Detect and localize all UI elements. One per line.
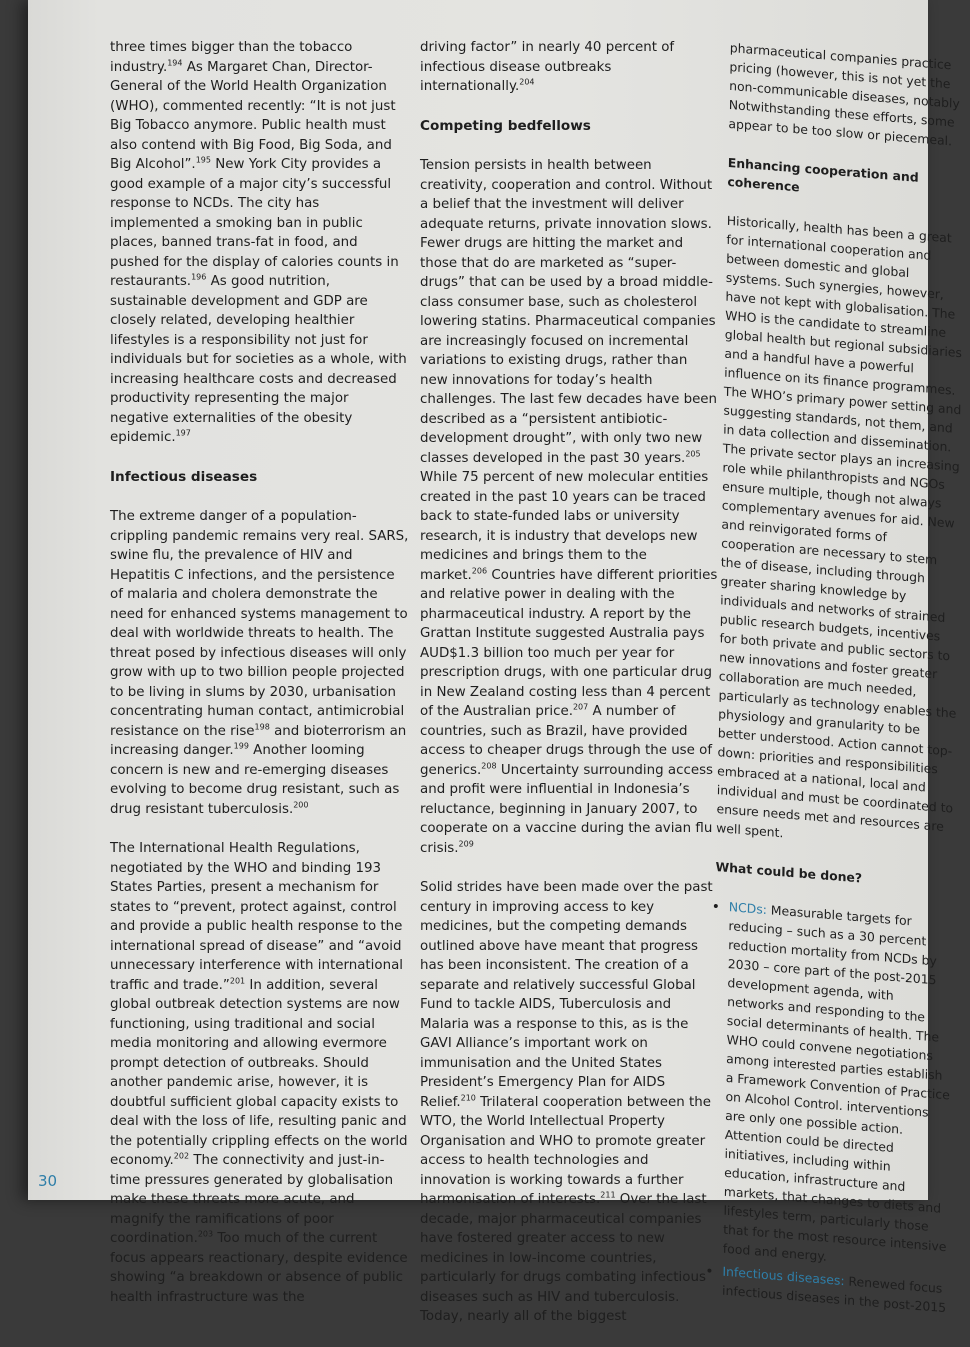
paragraph: The extreme danger of a population-crippling pandemic remains very real. SARS, swine flu, the prevalence of HIV and Hepatitis C infections, and the persistence of malaria and cholera demonstrate the need for enhanced systems management to deal with worldwide threats to health. The threat posed by infectious diseases will only grow with up to two billion people projected to be living in slums by 2030, urbanisation concentrating human contact, antimicrobial resistance on the rise$^{198}$ and bioterrorism an increasing danger.$^{199}$ Another looming concern is new and re-emerging diseases evolving to become drug resistant, such as drug resistant tuberculosis.$^{200}$ bbox=[110, 509, 409, 817]
section-heading-enhancing-cooperation: Enhancing cooperation and coherence bbox=[727, 154, 919, 195]
section-heading-what-could-be-done: What could be done? bbox=[715, 858, 863, 886]
footnote-ref: 204 bbox=[519, 77, 535, 87]
footnote-ref: 210 bbox=[460, 1093, 476, 1103]
footnote-ref: 202 bbox=[173, 1151, 190, 1161]
footnote-ref: 205 bbox=[685, 449, 701, 459]
footnote-ref: 194 bbox=[167, 58, 183, 68]
footnote-ref: 195 bbox=[195, 155, 211, 165]
footnote-ref: 199 bbox=[233, 741, 249, 751]
document-page bbox=[28, 0, 963, 1324]
section-heading-infectious-diseases: Infectious diseases bbox=[110, 468, 258, 485]
paragraph: driving factor” in nearly 40 percent of infectious disease outbreaks internationally.$^{204}$ bbox=[420, 40, 675, 94]
footnote-ref: 200 bbox=[293, 800, 309, 810]
footnote-ref: 203 bbox=[197, 1229, 214, 1239]
footnote-ref: 196 bbox=[191, 272, 207, 282]
footnote-ref: 201 bbox=[229, 976, 246, 986]
footnote-ref: 197 bbox=[175, 428, 191, 438]
paragraph: Solid strides have been made over the past century in improving access to key medicines, but the competing demands outlined above have meant that progress has been inconsistent. The creation of a separate and relatively successful Global Fund to tackle AIDS, Tuberculosis and Malaria was a response to this, as is the GAVI Alliance’s important work on immunisation and the United States President’s Emergency Plan for AIDS Relief.$^{210}$ Trilateral cooperation between the WTO, the World Intellectual Property Organisation and WHO to promote greater access to health technologies and innovation is working towards a further harmonisation of interests.$^{211}$ Over the last decade, major pharmaceutical companies have fostered greater access to new medicines in low-income countries, particularly for drugs combating infectious diseases such as HIV and tuberculosis. Today, nearly all of the biggest bbox=[420, 880, 713, 1324]
page-number: 30 bbox=[38, 1172, 58, 1190]
bullet-label-infectious-diseases: Infectious diseases: bbox=[722, 1263, 845, 1289]
list-item: • NCDs: Measurable targets for reducing – such as a 30 percent reduction mortality from NCDs by 2030 – core part of the post-2015 development agenda, with networks and responding to the social determinants of health. The WHO could convene negotiations among interested parties establish a Framework Convention of Practice on Alcohol Control. interventions are only one possible action. Attention could be directed initiatives, including within education, infrastructure and markets, that changes to diets and lifestyles term, particularly those that for the most resource intensive food and energy. bbox=[723, 897, 955, 1275]
bullet-label-ncds: NCDs: bbox=[728, 899, 768, 918]
section-heading-competing-bedfellows: Competing bedfellows bbox=[420, 117, 591, 134]
paragraph: Historically, health has been a great for international cooperation and between domestic and global systems. Such synergies, however, have not kept with globalisation. The WHO is the candidate to streamline global health but regional subsidiaries and a handful have a powerful influence on its finance programmes. The WHO’s primary power setting and suggesting standards, not them, and in data collection and dissemination. The private sector plays an increasing role while philanthropists and NGOs ensure multiple, though not always complementary avenues for aid. New and reinvigorated forms of cooperation are necessary to stem the of disease, including through greater sharing knowledge by individuals and networks of strained public research budgets, incentives for both private and public sectors to new innovations and foster greater collaboration are much needed, particularly as technology enables the physiology and granularity to be better understood. Action cannot top-down: priorities and responsibilities embraced at a national, local and individual and must be coordinated to ensure needs met and resources are well spent. bbox=[716, 212, 963, 841]
column-left bbox=[110, 38, 410, 1327]
footnote-ref: 209 bbox=[458, 839, 474, 849]
paragraph: Tension persists in health between creativity, cooperation and control. Without a belief that the investment will deliver adequate returns, private innovation slows. Fewer drugs are hitting the market and those that do are marketed as “super-drugs” that can be used by a broad middle-class consumer base, such as cholesterol lowering statins. Pharmaceutical companies are increasingly focused on incremental variations to existing drugs, rather than new innovations for today’s health challenges. The last few decades have been described as a “persistent antibiotic-development drought”, with only two new classes developed in the past 30 years.$^{205}$ While 75 percent of new molecular entities created in the past 10 years can be traced back to state-funded labs or university research, it is industry that develops new medicines and brings them to the market.$^{206}$ Countries have different priorities and relative power in dealing with the pharmaceutical industry. A report by the Grattan Institute suggested Australia pays AUD$1.3 billion too much per year for prescription drugs, with one particular drug in New Zealand costing less than 4 percent of the Australian price.$^{207}$ A number of countries, such as Brazil, have provided access to cheaper drugs through the use of generics.$^{208}$ Uncertainty surrounding access and profit were influential in Indonesia’s reluctance, beginning in January 2007, to cooperate on a vaccine during the avian flu crisis.$^{209}$ bbox=[420, 158, 718, 856]
footnote-ref: 198 bbox=[254, 722, 270, 732]
paragraph: pharmaceutical companies practice pricing (however, this is not yet the non-communicable diseases, notably Notwithstanding these efforts, some appear to be too slow or piecemeal. bbox=[728, 39, 960, 149]
list-item: • Infectious diseases: Renewed focus infectious diseases in the post-2015 bbox=[722, 1262, 949, 1318]
paragraph: three times bigger than the tobacco industry.$^{194}$ As Margaret Chan, Director-General of the World Health Organization (WHO), commented recently: “It is not just Big Tobacco anymore. Public health must also contend with Big Food, Big Soda, and Big Alcohol”.$^{195}$ New York City provides a good example of a major city’s successful response to NCDs. The city has implemented a smoking ban in public places, banned trans-fat in food, and pushed for the display of calories counts in restaurants.$^{196}$ As good nutrition, sustainable development and GDP are closely related, developing healthier lifestyles is a responsibility not just for individuals but for societies as a whole, with increasing healthcare costs and decreased productivity representing the major negative externalities of the obesity epidemic.$^{197}$ bbox=[110, 40, 407, 445]
paragraph: The International Health Regulations, negotiated by the WHO and binding 193 States Parties, present a mechanism for states to “prevent, protect against, control and provide a public health response to the international spread of disease” and “avoid unnecessary interference with international traffic and trade.”$^{201}$ In addition, several global outbreak detection systems are now functioning, using traditional and social media monitoring and allowing evermore prompt detection of outbreaks. Should another pandemic arise, however, it is doubtful sufficient global capacity exists to deal with the loss of life, resulting panic and the potentially crippling effects on the world economy.$^{202}$ The connectivity and just-in-time pressures generated by globalisation make these threats more acute, and magnify the ramifications of poor coordination.$^{203}$ Too much of the current focus appears reactionary, despite evidence showing “a breakdown or absence of public health infrastructure was the bbox=[110, 841, 408, 1305]
footnote-ref: 206 bbox=[471, 566, 488, 576]
column-right bbox=[708, 38, 970, 1321]
footnote-ref: 211 bbox=[600, 1190, 616, 1200]
footnote-ref: 207 bbox=[572, 702, 589, 712]
bullet-list bbox=[708, 896, 955, 1317]
footnote-ref: 208 bbox=[481, 761, 497, 771]
column-middle bbox=[420, 38, 718, 1347]
